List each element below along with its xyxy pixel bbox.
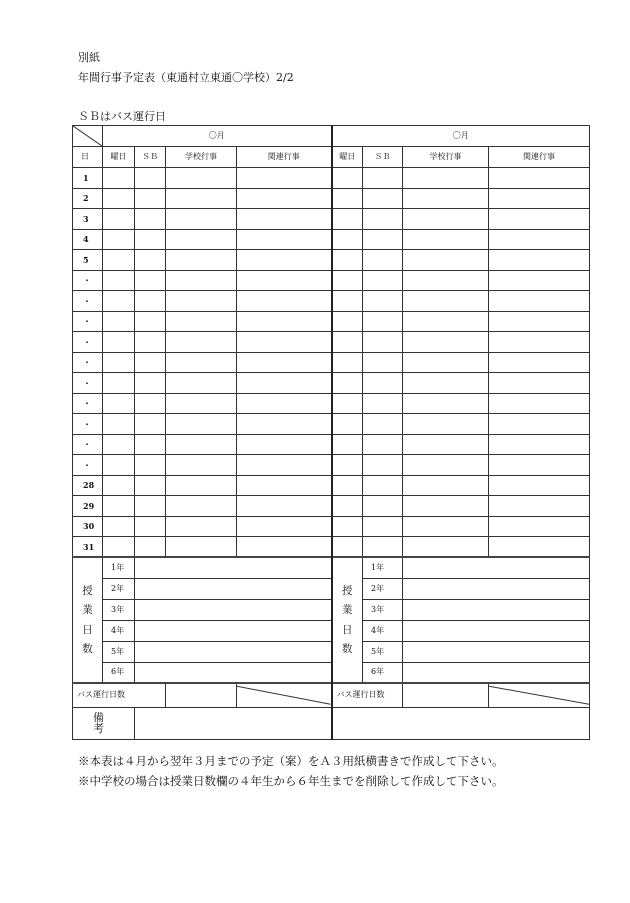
school-days-char: 日 (342, 623, 353, 636)
day-number: 28 (73, 475, 103, 496)
school-days-char: 授 (342, 584, 353, 597)
schedule-cell[interactable] (166, 352, 237, 373)
schedule-cell[interactable] (363, 516, 403, 537)
schedule-cell[interactable] (237, 332, 332, 353)
schedule-cell[interactable] (135, 455, 166, 476)
schedule-cell[interactable] (237, 188, 332, 209)
schedule-cell[interactable] (135, 537, 166, 558)
schedule-cell[interactable] (166, 168, 237, 189)
footnote-1: ※本表は４月から翌年３月までの予定（案）をＡ３用紙横書きで作成して下さい。 (78, 754, 504, 768)
schedule-cell[interactable] (403, 291, 489, 312)
bus-days-value-left[interactable] (166, 683, 237, 707)
schedule-cell[interactable] (403, 455, 489, 476)
schedule-cell[interactable] (103, 352, 135, 373)
schedule-cell[interactable] (403, 393, 489, 414)
schedule-cell[interactable] (135, 168, 166, 189)
diagonal-line-icon (73, 126, 102, 146)
schedule-cell[interactable] (103, 496, 135, 517)
school-days-label-right (332, 557, 363, 683)
remarks-value-right[interactable] (332, 707, 590, 739)
schedule-cell[interactable] (489, 516, 590, 537)
schedule-cell[interactable] (489, 311, 590, 332)
schedule-cell[interactable] (135, 475, 166, 496)
schedule-cell[interactable] (103, 270, 135, 291)
schedule-cell[interactable] (403, 475, 489, 496)
col-header-weekday-right: 曜日 (332, 147, 363, 168)
schedule-cell[interactable] (135, 373, 166, 394)
day-number: 29 (73, 496, 103, 517)
schedule-cell[interactable] (363, 475, 403, 496)
schedule-cell[interactable] (237, 537, 332, 558)
col-header-related-events-right: 関連行事 (489, 147, 590, 168)
day-number: ・ (73, 332, 103, 353)
schedule-cell[interactable] (363, 291, 403, 312)
schedule-cell[interactable] (135, 229, 166, 250)
schedule-cell[interactable] (135, 516, 166, 537)
school-days-value-right[interactable] (403, 662, 590, 683)
schedule-cell[interactable] (103, 516, 135, 537)
schedule-cell[interactable] (103, 393, 135, 414)
schedule-cell[interactable] (332, 188, 363, 209)
schedule-cell[interactable] (166, 291, 237, 312)
schedule-cell[interactable] (166, 496, 237, 517)
schedule-cell[interactable] (489, 434, 590, 455)
day-number: ・ (73, 393, 103, 414)
col-header-day: 日 (73, 147, 103, 168)
school-days-value-left[interactable] (135, 557, 332, 578)
schedule-cell[interactable] (489, 352, 590, 373)
school-days-value-left[interactable] (135, 662, 332, 683)
grade-label-left: 3年 (103, 599, 135, 620)
school-days-label (73, 557, 103, 683)
schedule-cell[interactable] (135, 332, 166, 353)
grade-label-left: 1年 (103, 557, 135, 578)
schedule-cell[interactable] (332, 393, 363, 414)
school-days-value-left[interactable] (135, 620, 332, 641)
schedule-cell[interactable] (363, 393, 403, 414)
schedule-cell[interactable] (135, 434, 166, 455)
schedule-cell[interactable] (135, 352, 166, 373)
schedule-cell[interactable] (489, 229, 590, 250)
bus-legend-note: ＳＢはバス運行日 (78, 110, 166, 123)
day-number: 3 (73, 209, 103, 230)
schedule-cell[interactable] (403, 311, 489, 332)
schedule-cell[interactable] (363, 414, 403, 435)
schedule-cell[interactable] (237, 352, 332, 373)
schedule-cell[interactable] (489, 291, 590, 312)
schedule-cell[interactable] (135, 291, 166, 312)
schedule-cell[interactable] (332, 250, 363, 271)
col-header-related-events-left: 関連行事 (237, 147, 332, 168)
schedule-cell[interactable] (166, 229, 237, 250)
schedule-cell[interactable] (489, 475, 590, 496)
schedule-cell[interactable] (166, 332, 237, 353)
school-days-char: 業 (342, 604, 353, 616)
schedule-cell[interactable] (237, 516, 332, 537)
schedule-cell[interactable] (489, 270, 590, 291)
schedule-cell[interactable] (403, 229, 489, 250)
schedule-cell[interactable] (103, 291, 135, 312)
schedule-cell[interactable] (103, 414, 135, 435)
schedule-cell[interactable] (103, 209, 135, 230)
schedule-cell[interactable] (237, 496, 332, 517)
schedule-cell[interactable] (363, 352, 403, 373)
schedule-cell[interactable] (363, 188, 403, 209)
day-number: ・ (73, 434, 103, 455)
schedule-cell[interactable] (103, 188, 135, 209)
grade-label-right: 4年 (363, 620, 403, 641)
schedule-cell[interactable] (403, 270, 489, 291)
day-number: 30 (73, 516, 103, 537)
day-number: 1 (73, 168, 103, 189)
schedule-cell[interactable] (135, 188, 166, 209)
schedule-cell[interactable] (103, 373, 135, 394)
schedule-cell[interactable] (363, 209, 403, 230)
schedule-cell[interactable] (489, 373, 590, 394)
school-days-value-left[interactable] (135, 599, 332, 620)
day-number: ・ (73, 352, 103, 373)
day-number: 2 (73, 188, 103, 209)
schedule-cell[interactable] (135, 393, 166, 414)
schedule-cell[interactable] (103, 250, 135, 271)
schedule-cell[interactable] (237, 475, 332, 496)
grade-label-right: 3年 (363, 599, 403, 620)
schedule-cell[interactable] (332, 373, 363, 394)
diagonal-line-icon (237, 684, 331, 707)
schedule-cell[interactable] (489, 496, 590, 517)
day-number: 4 (73, 229, 103, 250)
schedule-cell[interactable] (103, 434, 135, 455)
col-header-weekday-left: 曜日 (103, 147, 135, 168)
bus-days-diagonal-right (489, 683, 590, 707)
grade-label-left: 6年 (103, 662, 135, 683)
schedule-cell[interactable] (403, 516, 489, 537)
schedule-cell[interactable] (363, 250, 403, 271)
bus-days-label-left: バス運行日数 (73, 683, 166, 707)
schedule-cell[interactable] (403, 414, 489, 435)
schedule-cell[interactable] (403, 434, 489, 455)
col-header-sb-left: ＳＢ (135, 147, 166, 168)
schedule-cell[interactable] (489, 250, 590, 271)
schedule-cell[interactable] (403, 496, 489, 517)
schedule-cell[interactable] (237, 393, 332, 414)
schedule-cell[interactable] (103, 168, 135, 189)
schedule-cell[interactable] (166, 311, 237, 332)
schedule-cell[interactable] (332, 209, 363, 230)
day-number: 31 (73, 537, 103, 558)
schedule-cell[interactable] (332, 475, 363, 496)
schedule-cell[interactable] (332, 291, 363, 312)
col-header-sb-right: ＳＢ (363, 147, 403, 168)
schedule-cell[interactable] (237, 168, 332, 189)
schedule-cell[interactable] (166, 414, 237, 435)
school-days-char: 日 (82, 623, 93, 636)
day-number: ・ (73, 311, 103, 332)
schedule-cell[interactable] (332, 537, 363, 558)
day-number: ・ (73, 414, 103, 435)
schedule-cell[interactable] (103, 537, 135, 558)
schedule-cell[interactable] (135, 270, 166, 291)
bus-days-diagonal-left (237, 683, 332, 707)
schedule-cell[interactable] (237, 229, 332, 250)
school-days-value-left[interactable] (135, 641, 332, 662)
month-label-right: 〇月 (332, 126, 590, 147)
school-days-char: 業 (82, 604, 93, 616)
day-number: ・ (73, 455, 103, 476)
day-number: ・ (73, 291, 103, 312)
remarks-value-left[interactable] (135, 707, 332, 739)
schedule-cell[interactable] (489, 168, 590, 189)
schedule-cell[interactable] (166, 475, 237, 496)
school-days-char: 数 (342, 643, 353, 655)
schedule-cell[interactable] (403, 537, 489, 558)
schedule-cell[interactable] (166, 537, 237, 558)
grade-label-right: 2年 (363, 578, 403, 599)
schedule-cell[interactable] (489, 393, 590, 414)
schedule-cell[interactable] (489, 332, 590, 353)
schedule-cell[interactable] (363, 373, 403, 394)
day-number: ・ (73, 270, 103, 291)
grade-label-right: 1年 (363, 557, 403, 578)
schedule-cell[interactable] (403, 188, 489, 209)
schedule-cell[interactable] (363, 434, 403, 455)
schedule-cell[interactable] (403, 332, 489, 353)
bus-days-label-right: バス運行日数 (332, 683, 403, 707)
grade-label-right: 6年 (363, 662, 403, 683)
schedule-cell[interactable] (489, 455, 590, 476)
schedule-cell[interactable] (332, 414, 363, 435)
schedule-cell[interactable] (103, 455, 135, 476)
school-days-value-right[interactable] (403, 641, 590, 662)
schedule-cell[interactable] (166, 270, 237, 291)
col-header-school-events-left: 学校行事 (166, 147, 237, 168)
schedule-cell[interactable] (135, 496, 166, 517)
schedule-cell[interactable] (363, 455, 403, 476)
attachment-label: 別紙 (78, 51, 100, 64)
diagonal-line-icon (489, 684, 589, 707)
grade-label-right: 5年 (363, 641, 403, 662)
schedule-cell[interactable] (332, 332, 363, 353)
schedule-cell[interactable] (403, 168, 489, 189)
bus-days-value-right[interactable] (403, 683, 489, 707)
schedule-cell[interactable] (363, 496, 403, 517)
schedule-cell[interactable] (363, 311, 403, 332)
schedule-cell[interactable] (166, 188, 237, 209)
col-header-school-events-right: 学校行事 (403, 147, 489, 168)
grade-label-left: 2年 (103, 578, 135, 599)
schedule-cell[interactable] (332, 455, 363, 476)
footnote-2: ※中学校の場合は授業日数欄の４年生から６年生までを削除して作成して下さい。 (78, 774, 504, 788)
school-days-value-right[interactable] (403, 620, 590, 641)
schedule-cell[interactable] (332, 168, 363, 189)
schedule-cell[interactable] (363, 332, 403, 353)
schedule-cell[interactable] (166, 393, 237, 414)
day-number: ・ (73, 373, 103, 394)
schedule-cell[interactable] (135, 311, 166, 332)
schedule-cell[interactable] (332, 311, 363, 332)
schedule-cell[interactable] (103, 311, 135, 332)
remarks-label: 備 考 (73, 707, 135, 739)
schedule-cell[interactable] (135, 209, 166, 230)
schedule-cell[interactable] (237, 209, 332, 230)
schedule-cell[interactable] (332, 270, 363, 291)
schedule-cell[interactable] (403, 250, 489, 271)
schedule-cell[interactable] (166, 434, 237, 455)
schedule-cell[interactable] (237, 373, 332, 394)
schedule-cell[interactable] (166, 516, 237, 537)
schedule-cell[interactable] (489, 209, 590, 230)
schedule-cell[interactable] (332, 516, 363, 537)
document-title: 年間行事予定表（東通村立東通〇学校）2/2 (78, 71, 294, 84)
schedule-cell[interactable] (403, 373, 489, 394)
schedule-cell[interactable] (363, 537, 403, 558)
school-days-char: 授 (82, 584, 93, 597)
schedule-cell[interactable] (237, 414, 332, 435)
schedule-cell[interactable] (135, 250, 166, 271)
schedule-cell[interactable] (489, 414, 590, 435)
schedule-cell[interactable] (332, 352, 363, 373)
schedule-cell[interactable] (103, 475, 135, 496)
school-days-value-right[interactable] (403, 557, 590, 578)
schedule-cell[interactable] (166, 209, 237, 230)
schedule-cell[interactable] (135, 414, 166, 435)
schedule-cell[interactable] (166, 250, 237, 271)
schedule-cell[interactable] (166, 455, 237, 476)
schedule-cell[interactable] (363, 270, 403, 291)
schedule-cell[interactable] (237, 455, 332, 476)
schedule-cell[interactable] (103, 229, 135, 250)
schedule-cell[interactable] (332, 496, 363, 517)
grade-label-left: 4年 (103, 620, 135, 641)
schedule-cell[interactable] (237, 311, 332, 332)
annual-schedule-table (72, 125, 590, 740)
schedule-cell[interactable] (363, 168, 403, 189)
schedule-cell[interactable] (332, 229, 363, 250)
schedule-cell[interactable] (332, 434, 363, 455)
schedule-cell[interactable] (237, 434, 332, 455)
schedule-cell[interactable] (237, 250, 332, 271)
schedule-cell[interactable] (403, 352, 489, 373)
school-days-value-right[interactable] (403, 578, 590, 599)
corner-diagonal-cell (73, 126, 103, 147)
schedule-cell[interactable] (363, 229, 403, 250)
school-days-char: 数 (82, 643, 93, 655)
day-number: 5 (73, 250, 103, 271)
schedule-cell[interactable] (166, 373, 237, 394)
schedule-cell[interactable] (489, 188, 590, 209)
grade-label-left: 5年 (103, 641, 135, 662)
schedule-cell[interactable] (237, 291, 332, 312)
schedule-cell[interactable] (237, 270, 332, 291)
school-days-value-left[interactable] (135, 578, 332, 599)
month-label-left: 〇月 (103, 126, 332, 147)
school-days-value-right[interactable] (403, 599, 590, 620)
schedule-cell[interactable] (103, 332, 135, 353)
schedule-cell[interactable] (489, 537, 590, 558)
schedule-cell[interactable] (403, 209, 489, 230)
